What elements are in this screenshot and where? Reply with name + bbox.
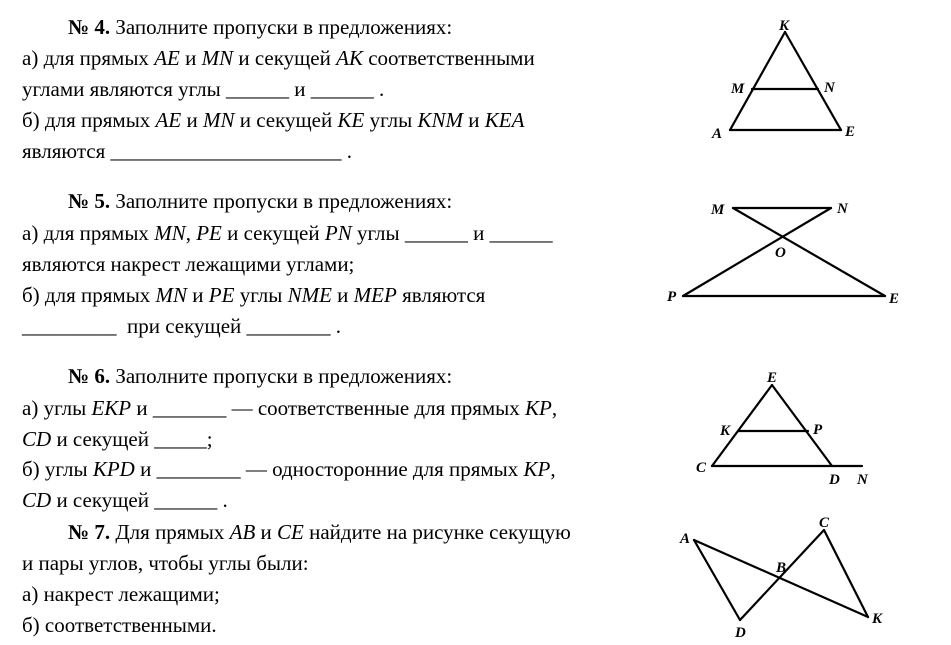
label-f4-E: E (845, 124, 856, 140)
label-f6-D: D (829, 472, 840, 488)
label-f4-M: M (731, 81, 745, 97)
task7-line-4: б) соответственными. (22, 613, 217, 637)
label-f4-K: K (779, 18, 790, 34)
task5-line-a1: а) для прямых MN, PE и секущей PN углы ______ и ______ (22, 221, 553, 245)
task4-line-a1: а) для прямых AE и MN и секущей AK соответственными (22, 46, 535, 70)
task6-line-b2: CD и секущей ______ . (22, 488, 228, 512)
task6-line-b1: б) углы KPD и ________ — односторонние для прямых KP, (22, 457, 556, 481)
label-f7-C: C (819, 515, 830, 531)
task5-heading: № 5. Заполните пропуски в предложениях: (68, 189, 453, 213)
label-f6-K: K (720, 423, 731, 439)
task4-line-b2: являются ______________________ . (22, 139, 353, 163)
task5-line-a2: являются накрест лежащими углами; (22, 252, 355, 276)
label-f5-E: E (889, 291, 900, 307)
label-f5-N: N (837, 201, 848, 217)
task4-heading: № 4. Заполните пропуски в предложениях: (68, 15, 453, 39)
task4-line-a2: углами являются углы ______ и ______ . (22, 77, 385, 101)
label-f6-P: P (813, 422, 823, 438)
task7-line-2: и пары углов, чтобы углы были: (22, 551, 309, 575)
task6-line-a2: CD и секущей _____; (22, 427, 213, 451)
label-f5-M: M (711, 202, 725, 218)
label-f7-K: K (872, 611, 883, 627)
label-f7-A: A (680, 531, 691, 547)
label-f4-A: A (712, 126, 723, 142)
label-f4-N: N (824, 80, 835, 96)
label-f7-B: B (776, 560, 787, 576)
label-f5-O: O (775, 245, 786, 261)
task6-heading: № 6. Заполните пропуски в предложениях: (68, 364, 453, 388)
label-f6-E: E (767, 370, 778, 386)
label-f5-P: P (667, 289, 677, 305)
task6-line-a1: а) углы EKP и _______ — соответственные для прямых KP, (22, 396, 558, 420)
label-f6-C: C (696, 460, 707, 476)
figure-6-triangle (712, 385, 862, 466)
task5-line-b1: б) для прямых MN и PE углы NME и MEP являются (22, 283, 486, 307)
task7-heading: № 7. Для прямых AB и CE найдите на рисунке секущую (68, 520, 571, 544)
task7-line-3: а) накрест лежащими; (22, 582, 220, 606)
task5-line-b2: _________ при секущей ________ . (22, 314, 342, 338)
task4-line-b1: б) для прямых AE и MN и секущей KE углы KNM и KEA (22, 108, 525, 132)
label-f6-N: N (857, 472, 868, 488)
label-f7-D: D (735, 625, 746, 641)
